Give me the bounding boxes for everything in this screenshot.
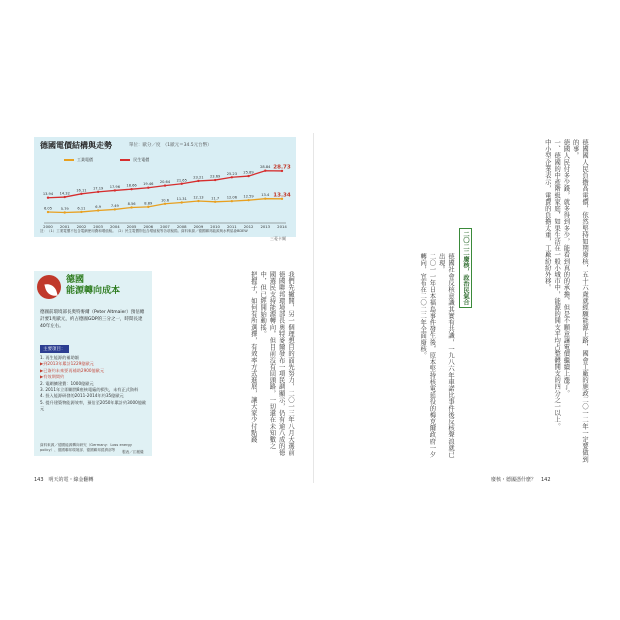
page-folio-left: 143 明天的電・綠金翻轉 <box>34 477 94 483</box>
data-point <box>214 201 216 203</box>
info-box-body: 德國前環境部長奧特麥爾（Peter Altmaier）預估總計要1兆歐元，約占德國GDP的三分之一，時間長達40年左右。 <box>40 310 145 329</box>
data-label: 12.59 <box>243 194 254 199</box>
info-title-line2: 能源轉向成本 <box>66 286 121 296</box>
data-point <box>97 191 99 193</box>
list-item: 1. 再生能源的補助額 <box>40 355 79 360</box>
x-tick-label: 2014 <box>277 224 287 229</box>
right-page <box>321 133 593 483</box>
data-label: 10.6 <box>160 198 170 203</box>
data-point <box>264 170 266 172</box>
data-label: 23.69 <box>209 174 221 179</box>
x-tick-label: 2008 <box>176 224 187 229</box>
list-item: ▶有效期間約 <box>40 374 65 380</box>
chart-legend <box>64 157 175 163</box>
leaf-logo-icon <box>37 275 61 299</box>
data-label: 20.64 <box>159 180 171 185</box>
info-box-list <box>40 355 148 413</box>
data-point <box>80 211 82 213</box>
section-heading: 二〇二二廢核，政治民氣合 <box>459 228 472 308</box>
data-label: 14.32 <box>59 191 70 196</box>
data-label: 13.94 <box>42 192 54 197</box>
x-tick-label: 2005 <box>126 224 137 229</box>
data-point <box>181 201 183 203</box>
x-tick-label: 2012 <box>243 224 254 229</box>
legend-household <box>120 157 149 163</box>
data-label: 13.4 <box>261 193 270 198</box>
data-point <box>197 180 199 182</box>
data-point <box>130 188 132 190</box>
data-label: 11.31 <box>176 197 187 202</box>
data-label: 25.23 <box>226 171 238 176</box>
body-paragraph: 把握子，如何有所選擇，有效率方式進展，讓大家少付點錢 <box>249 271 257 443</box>
body-paragraph: 中小型企業表示，電費的負擔太重，工廠紛紛外移。 <box>543 139 551 291</box>
body-paragraph: 二〇一一年日本福島事件發生後，原本堅持核電延役的梅克爾政府一夕轉向，宣布在二〇二二年全面廢核。 <box>419 253 436 458</box>
data-point <box>147 187 149 189</box>
info-box-credit: 製表／江麗儀 <box>122 450 144 454</box>
data-point <box>47 197 49 199</box>
data-point <box>164 184 166 186</box>
data-point <box>114 189 116 191</box>
data-label: 13.34 <box>273 192 291 199</box>
data-label: 16.11 <box>76 188 87 193</box>
x-tick-label: 2006 <box>143 224 154 229</box>
x-tick-label: 2003 <box>93 224 103 229</box>
data-point <box>247 175 249 177</box>
data-point <box>47 211 49 213</box>
data-point <box>214 179 216 181</box>
data-label: 5.79 <box>60 207 69 212</box>
body-paragraph: 一、德國的中產階級家庭，如果生活在一般小城市中，能源的開支平均占整體開支的四分之一以上。 <box>553 139 561 430</box>
data-point <box>64 211 66 213</box>
list-item: 5. 提升建築物能源效率，預估至2050年累計約3000億歐元 <box>40 399 147 412</box>
list-item: ▶已簽約未來要再補助2900億歐元 <box>40 367 105 373</box>
x-tick-label: 2011 <box>227 224 237 229</box>
gutter <box>313 133 314 483</box>
legend-household-label: 民生電價 <box>133 157 150 162</box>
body-paragraph: 德國社會反核意識其實有共識，一九八六年車諾比事件後反核聲浪就已出現。 <box>437 253 454 458</box>
body-paragraph: 我們先撇開，另一個理想目的面先努力，二〇一三年八月大選前德國聯邦環境部長奧特麥爾發布一項民調顯示，仍有逾八成的德國選民支持能源轉向，但目前沒有回頭路，一切還在未知數之中，但已經開始動搖。 <box>259 271 294 456</box>
data-point <box>231 200 233 202</box>
body-paragraph: 德國國人民負擔高電價，依然堅持如期廢核，五十六歲就經願能源上路，國會工廠的施政二〇一二年一定要做到的事。 <box>571 139 588 463</box>
data-point <box>164 203 166 205</box>
info-title-line1: 德國 <box>66 275 85 285</box>
list-item: 4. 投入能源研發的2011-2014年約35億歐元 <box>40 393 124 399</box>
x-tick-label: 2002 <box>76 224 87 229</box>
x-tick-label: 2007 <box>160 224 170 229</box>
left-body-text <box>165 271 295 461</box>
chart-source: 三菱卡爾 <box>270 236 286 241</box>
info-box-footnote: 資料來源／德國能源轉向研究（Germany：Loss energy policy）、德國聯邦環境部、德國聯邦經濟部等 <box>40 443 132 452</box>
list-item: 2. 電網擴建費：1000億歐元 <box>40 380 94 386</box>
right-body-text-b <box>327 253 455 463</box>
data-label: 23.21 <box>193 175 204 180</box>
data-label: 12.06 <box>226 195 238 200</box>
data-label: 19.46 <box>143 182 154 187</box>
cost-info-box <box>34 271 152 456</box>
data-point <box>197 200 199 202</box>
body-paragraph: 德國人民付多少錢，就多得到多少，能看到真的的承擔，但是不願意讓電價繼續上漲了。 <box>562 139 570 397</box>
right-body-text-a <box>471 139 589 464</box>
left-page <box>30 133 306 483</box>
data-label: 28.84 <box>260 165 271 170</box>
chart-title: 德國電價結構與走勢 <box>40 141 112 150</box>
data-point <box>64 196 66 198</box>
data-label: 7.49 <box>110 203 119 208</box>
x-tick-label: 2001 <box>59 224 70 229</box>
data-label: 8.56 <box>127 201 136 206</box>
data-point <box>130 206 132 208</box>
list-item: 3. 2011年立即關閉8座核電廠的損失，未有正式資料 <box>40 387 139 393</box>
data-point <box>147 206 149 208</box>
chart-unit: 單位：歐分／度 （1歐元＝34.5元台幣） <box>129 143 212 148</box>
x-tick-label: 2009 <box>193 224 204 229</box>
price-chart-plot <box>34 137 296 237</box>
data-label: 6.11 <box>77 206 86 211</box>
book-spread <box>30 133 593 483</box>
info-box-label: 主要項目： <box>40 345 69 353</box>
data-point <box>181 183 183 185</box>
x-tick-label: 2013 <box>260 224 271 229</box>
data-point <box>80 193 82 195</box>
data-label: 18.66 <box>126 183 137 188</box>
data-label: 17.96 <box>109 184 121 189</box>
data-point <box>231 176 233 178</box>
data-point <box>97 209 99 211</box>
data-point <box>114 208 116 210</box>
legend-industrial-label: 工業電價 <box>77 157 93 162</box>
data-label: 25.89 <box>243 170 254 175</box>
data-point <box>247 199 249 201</box>
x-tick-label: 2004 <box>110 224 120 229</box>
data-label: 11.7 <box>211 196 220 201</box>
data-label: 6.9 <box>95 204 102 209</box>
chart-note: 註：（1）工業電價不包含電網使用費和增值稅。（2）民生電價則包含增值稅等各項稅捐。資料來源／德國聯邦能源與水利協會BDEW <box>40 229 248 233</box>
data-point <box>264 198 266 200</box>
info-box-title <box>66 275 120 297</box>
page-folio-right: 廢核・德國憑什麼？ 142 <box>491 477 551 483</box>
data-label: 6.05 <box>43 206 53 211</box>
list-item: ▶到2013年累計1229億歐元 <box>40 361 94 367</box>
legend-industrial <box>64 157 93 163</box>
data-label: 21.65 <box>176 178 187 183</box>
info-box-header <box>34 271 152 307</box>
data-label: 12.13 <box>193 195 204 200</box>
data-label: 17.19 <box>92 186 104 191</box>
x-tick-label: 2000 <box>43 224 53 229</box>
price-chart <box>34 137 296 237</box>
data-label: 28.73 <box>273 164 291 171</box>
x-tick-label: 2010 <box>210 224 220 229</box>
data-label: 8.89 <box>144 201 153 206</box>
